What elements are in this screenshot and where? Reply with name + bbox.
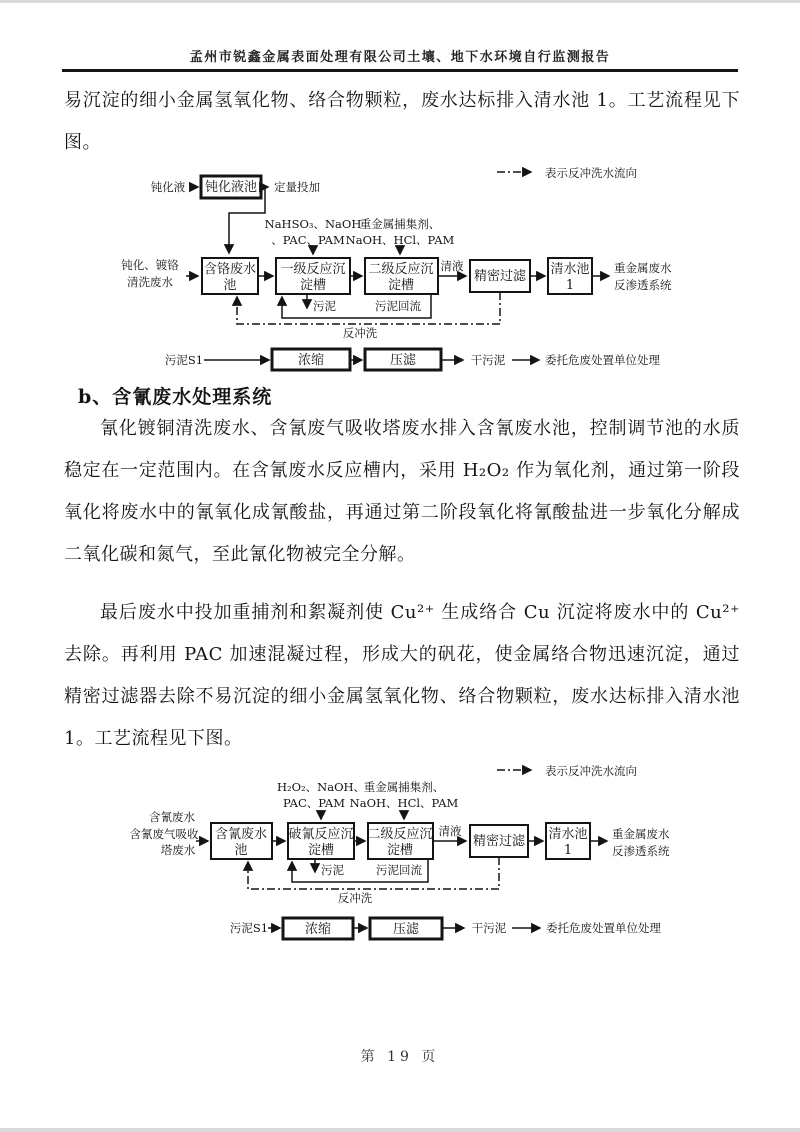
intro-paragraph: 易沉淀的细小金属氢氧化物、络合物颗粒，废水达标排入清水池 1。工艺流程见下图。 <box>64 90 740 153</box>
scan-edge-top <box>0 0 800 3</box>
node-precision-filter <box>470 825 528 857</box>
svg-text:淀槽: 淀槽 <box>299 278 327 293</box>
label-backwash: 反冲洗 <box>337 891 373 905</box>
svg-text:含铬废水: 含铬废水 <box>203 262 257 277</box>
node-filter-press <box>370 918 442 939</box>
svg-text:PAC、PAM: PAC、PAM <box>282 796 346 810</box>
node-precision-filter <box>470 260 530 292</box>
label-sludge-s1: 污泥S1 <box>229 921 269 935</box>
label-reverse-osmosis-output <box>612 827 670 858</box>
svg-text:重金属捕集剂、: 重金属捕集剂、 <box>363 780 445 794</box>
svg-text:H₂O₂、NaOH、: H₂O₂、NaOH、 <box>276 780 366 794</box>
section-b-paragraph-2: 最后废水中投加重捕剂和絮凝剂使 Cu²⁺ 生成络合 Cu 沉淀将废水中的 Cu²⁺ 去除。再利用 PAC 加速混凝过程，形成大的矾花，使金属络合物迅速沉淀，通过精密过滤器去除不易沉淀的细小金属氢氧化物、络合物颗粒，废水达标排入清水池 1。工艺流程见下图。 <box>64 602 740 749</box>
svg-text:精密过滤: 精密过滤 <box>473 269 527 284</box>
svg-text:精密过滤: 精密过滤 <box>472 834 526 849</box>
flow-diagram-chromium-wastewater <box>0 158 800 386</box>
svg-text:清水池: 清水池 <box>550 262 590 277</box>
reagent-label-stage2 <box>350 780 459 819</box>
section-b-paragraph-1: 氰化镀铜清洗废水、含氰废气吸收塔废水排入含氰废水池，控制调节池的水质稳定在一定范围内。在含氰废水反应槽内，采用 H₂O₂ 作为氧化剂，通过第一阶段氧化将废水中的氰氧化成氰酸盐，再通过第二阶段氧化将氰酸盐进一步氧化分解成二氧化碳和氮气，至此氰化物被完全分解。 <box>64 418 740 565</box>
node-stage1-reaction-tank <box>276 258 350 294</box>
label-hazardous-disposal: 委托危废处置单位处理 <box>545 353 660 367</box>
label-clear-liquid: 清液 <box>440 259 464 273</box>
label-backwash: 反冲洗 <box>342 326 378 340</box>
svg-text:一级反应沉: 一级反应沉 <box>280 262 346 277</box>
svg-text:淀槽: 淀槽 <box>387 278 415 293</box>
legend-label: 表示反冲洗水流向 <box>545 166 637 180</box>
label-sludge: 污泥 <box>321 863 344 877</box>
svg-text:浓缩: 浓缩 <box>304 922 332 937</box>
svg-text:含氰废气吸收: 含氰废气吸收 <box>129 827 199 841</box>
label-influent <box>121 258 179 289</box>
svg-text:重金属废水: 重金属废水 <box>614 261 672 275</box>
legend-label: 表示反冲洗水流向 <box>545 764 637 778</box>
svg-text:含氰废水: 含氰废水 <box>149 810 195 824</box>
node-stage2-reaction-tank <box>365 258 438 294</box>
label-sludge-return: 污泥回流 <box>376 863 422 877</box>
svg-text:钝化液池: 钝化液池 <box>204 180 258 195</box>
label-sludge-s1: 污泥S1 <box>164 353 204 367</box>
node-thickening <box>272 349 350 370</box>
label-dry-sludge: 干污泥 <box>470 353 506 367</box>
node-clear-water-pool-1 <box>548 258 592 294</box>
svg-text:二级反应沉: 二级反应沉 <box>367 827 433 842</box>
svg-text:清水池: 清水池 <box>548 827 588 842</box>
svg-text:淀槽: 淀槽 <box>307 843 335 858</box>
svg-text:破氰反应沉: 破氰反应沉 <box>288 827 354 842</box>
label-reverse-osmosis-output <box>614 261 672 292</box>
node-thickening <box>283 918 353 939</box>
node-cyanide-breaking-tank <box>288 823 354 859</box>
section-b-heading: b、含氰废水处理系统 <box>78 386 273 408</box>
node-filter-press <box>365 349 441 370</box>
page-number: 第 19 页 <box>360 1049 440 1065</box>
label-clear-liquid: 清液 <box>438 824 462 838</box>
svg-text:重金属废水: 重金属废水 <box>612 827 670 841</box>
svg-text:反渗透系统: 反渗透系统 <box>612 844 670 858</box>
svg-text:压滤: 压滤 <box>389 353 417 368</box>
label-dry-sludge: 干污泥 <box>471 921 507 935</box>
report-header-title: 孟州市锐鑫金属表面处理有限公司土壤、地下水环境自行监测报告 <box>189 50 611 65</box>
backwash-line <box>237 292 500 324</box>
svg-text:淀槽: 淀槽 <box>386 843 414 858</box>
svg-text:清洗废水: 清洗废水 <box>127 275 173 289</box>
svg-text:二级反应沉: 二级反应沉 <box>368 262 434 277</box>
node-clear-water-pool-1 <box>546 823 590 859</box>
legend-backwash <box>497 166 637 180</box>
label-passivation-liquid: 钝化液 <box>150 180 186 194</box>
legend-backwash <box>497 764 637 778</box>
node-cyanide-wastewater-pool <box>211 823 272 859</box>
svg-text:浓缩: 浓缩 <box>297 353 325 368</box>
svg-text:钝化、镀铬: 钝化、镀铬 <box>121 258 179 272</box>
svg-text:NaOH、HCl、PAM: NaOH、HCl、PAM <box>345 233 455 247</box>
label-hazardous-disposal: 委托危废处置单位处理 <box>546 921 661 935</box>
svg-text:1: 1 <box>565 278 575 293</box>
header-rule <box>62 69 738 72</box>
label-sludge-return: 污泥回流 <box>375 299 421 313</box>
label-dosing: 定量投加 <box>274 180 320 194</box>
flow-diagram-cyanide-wastewater <box>0 755 800 955</box>
svg-text:1: 1 <box>563 843 573 858</box>
svg-text:塔废水: 塔废水 <box>160 843 196 857</box>
node-stage2-reaction-tank <box>367 823 433 859</box>
svg-text:反渗透系统: 反渗透系统 <box>614 278 672 292</box>
svg-text:含氰废水: 含氰废水 <box>214 827 268 842</box>
node-passivation-tank <box>201 176 261 198</box>
svg-text:池: 池 <box>234 843 248 858</box>
svg-text:池: 池 <box>223 278 237 293</box>
backwash-line <box>248 857 499 889</box>
svg-text:压滤: 压滤 <box>392 922 420 937</box>
node-chromium-wastewater-pool <box>202 258 258 294</box>
reagent-label-stage2 <box>346 217 455 254</box>
label-sludge: 污泥 <box>313 299 336 313</box>
svg-text:NaHSO₃、NaOH: NaHSO₃、NaOH <box>264 217 362 231</box>
svg-text:NaOH、HCl、PAM: NaOH、HCl、PAM <box>349 796 459 810</box>
scan-edge-bottom <box>0 1128 800 1132</box>
label-influent <box>130 810 199 857</box>
svg-text:重金属捕集剂、: 重金属捕集剂、 <box>359 217 441 231</box>
svg-text:、PAC、PAM: 、PAC、PAM <box>271 233 345 247</box>
